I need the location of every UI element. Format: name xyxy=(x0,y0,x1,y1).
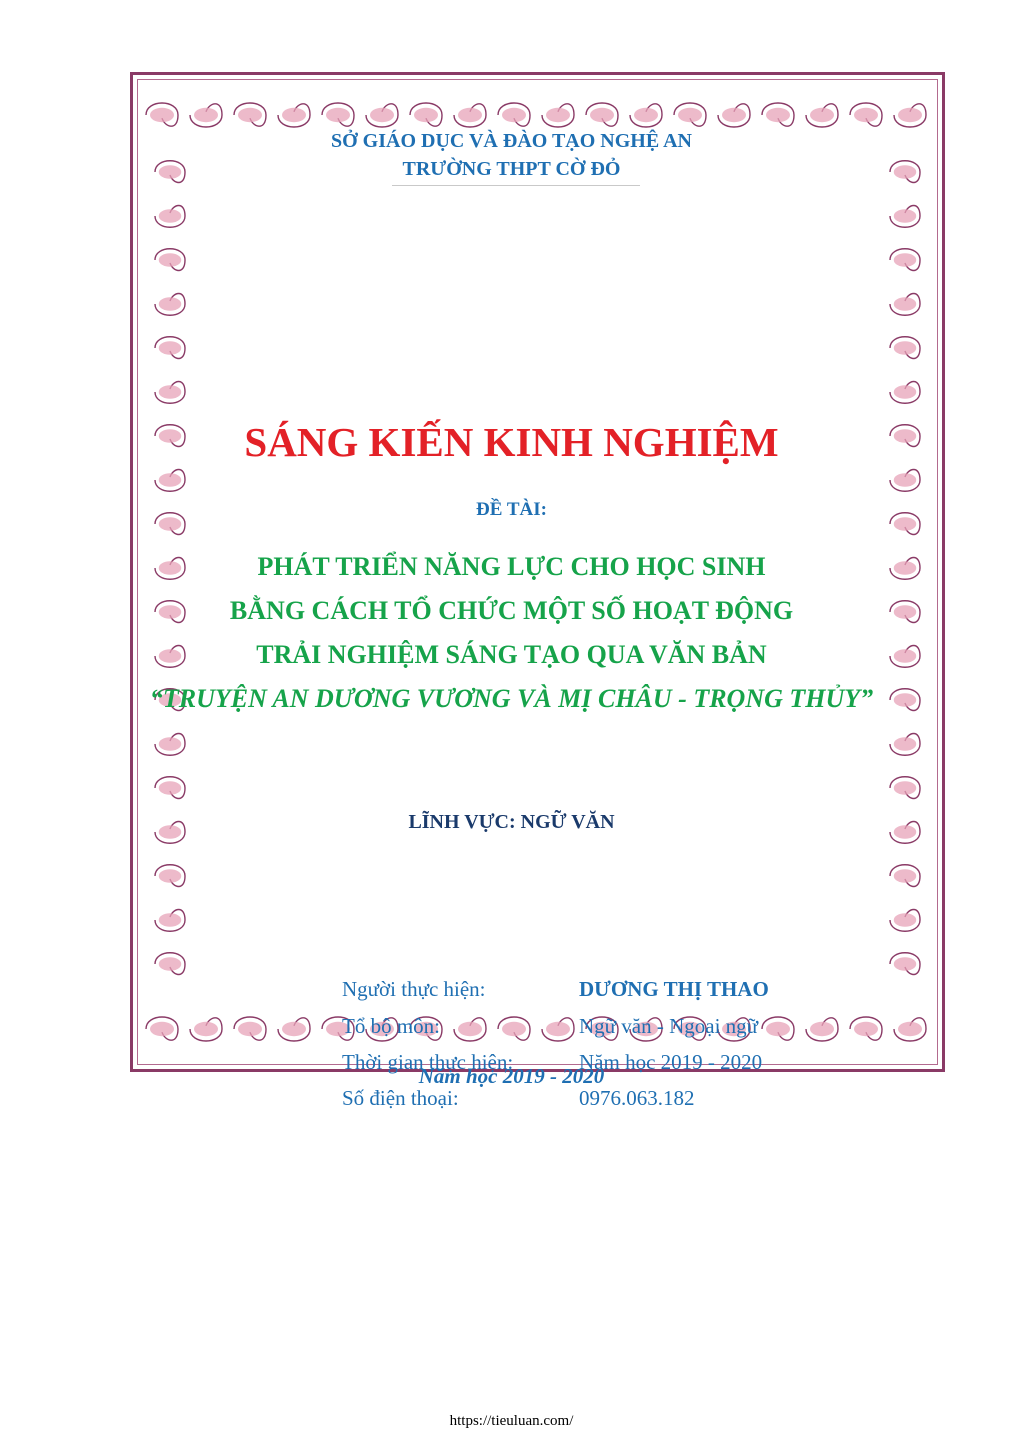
period-label: Thời gian thực hiện: xyxy=(342,1050,514,1074)
department-value: Ngữ văn - Ngoại ngữ xyxy=(579,1014,759,1038)
topic-line: PHÁT TRIỂN NĂNG LỰC CHO HỌC SINH xyxy=(257,552,766,581)
department-label: Tổ bộ môn: xyxy=(342,1014,440,1038)
page-title: SÁNG KIẾN KINH NGHIỆM xyxy=(244,419,779,465)
department-header xyxy=(0,127,1023,183)
topic-line: TRẢI NGHIỆM SÁNG TẠO QUA VĂN BẢN xyxy=(256,640,767,669)
department-name: SỞ GIÁO DỤC VÀ ĐÀO TẠO NGHỆ AN xyxy=(331,130,692,152)
school-name: TRƯỜNG THPT CỜ ĐỎ xyxy=(402,158,621,180)
field-label: LĨNH VỰC: NGỮ VĂN xyxy=(408,811,615,833)
topic-line-quote: “TRUYỆN AN DƯƠNG VƯƠNG VÀ MỊ CHÂU - TRỌNG THỦY” xyxy=(149,684,874,713)
header-divider xyxy=(392,185,640,186)
school-year: Năm học 2019 - 2020 xyxy=(418,1064,605,1088)
phone-label: Số điện thoại: xyxy=(342,1086,459,1110)
author-label: Người thực hiện: xyxy=(342,977,486,1001)
topic-line: BẰNG CÁCH TỔ CHỨC MỘT SỐ HOẠT ĐỘNG xyxy=(229,596,794,625)
author-value: DƯƠNG THỊ THAO xyxy=(579,977,769,1001)
topic-label: ĐỀ TÀI: xyxy=(476,499,547,520)
ornament-bottom xyxy=(140,995,935,1063)
footer-url: https://tieuluan.com/ xyxy=(449,1413,574,1429)
period-value: Năm học 2019 - 2020 xyxy=(579,1050,763,1074)
phone-value: 0976.063.182 xyxy=(579,1086,695,1110)
